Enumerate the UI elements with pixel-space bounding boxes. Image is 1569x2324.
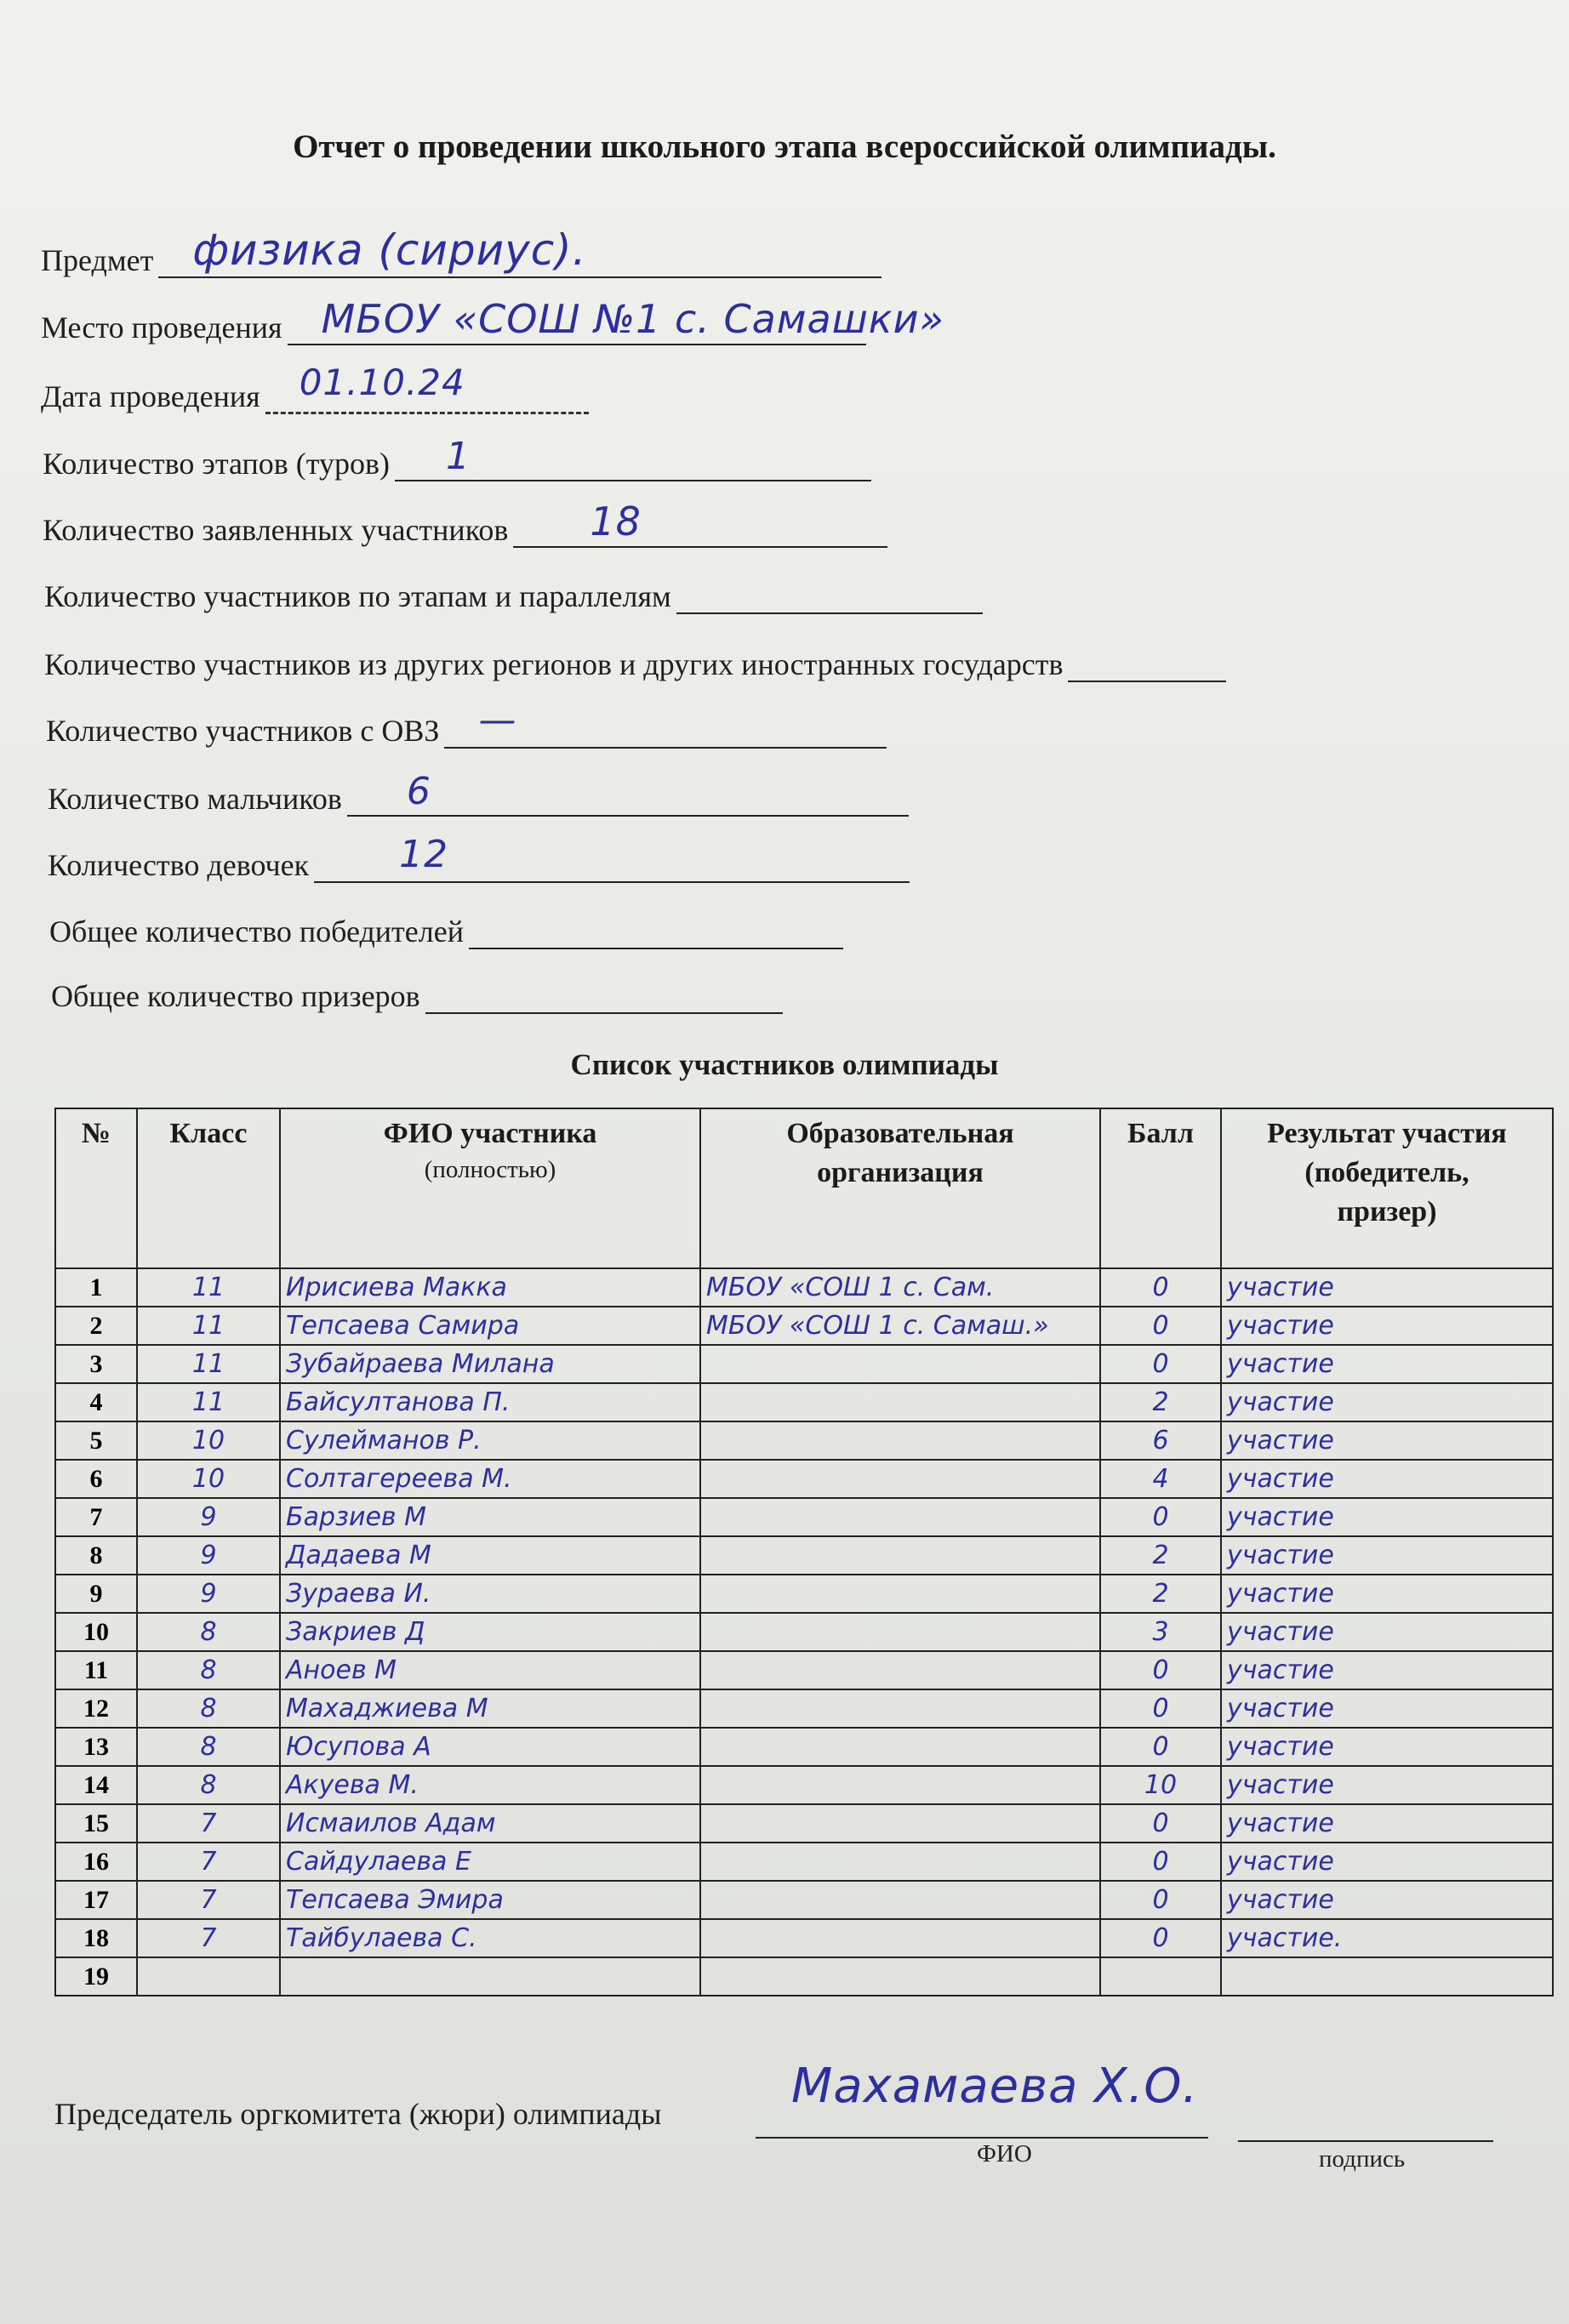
row-org xyxy=(700,1919,1100,1957)
table-row xyxy=(55,1460,1553,1498)
girls-label: Количество девочек xyxy=(48,848,310,882)
row-class: 7 xyxy=(137,1881,280,1919)
row-number: 13 xyxy=(55,1728,137,1766)
row-org xyxy=(700,1804,1100,1843)
row-class: 7 xyxy=(137,1804,280,1843)
row-name: Исмаилов Адам xyxy=(280,1804,700,1843)
declared-field xyxy=(43,498,887,548)
row-class: 11 xyxy=(137,1307,280,1345)
table-row xyxy=(55,1613,1553,1651)
row-class: 9 xyxy=(137,1498,280,1536)
row-name: Солтагереева М. xyxy=(280,1460,700,1498)
row-result: участие xyxy=(1221,1651,1553,1689)
row-class: 7 xyxy=(137,1843,280,1881)
subject-field xyxy=(41,225,881,278)
header-name-label: ФИО участника xyxy=(383,1118,597,1149)
table-row xyxy=(55,1268,1553,1307)
boys-value: 6 xyxy=(406,770,431,813)
row-score: 6 xyxy=(1100,1421,1221,1460)
table-row xyxy=(55,1881,1553,1919)
row-org xyxy=(700,1345,1100,1383)
declared-label: Количество заявленных участников xyxy=(43,513,509,547)
row-class: 11 xyxy=(137,1383,280,1421)
row-number: 18 xyxy=(55,1919,137,1957)
row-name: Тепсаева Эмира xyxy=(280,1881,700,1919)
row-score: 3 xyxy=(1100,1613,1221,1651)
row-score: 4 xyxy=(1100,1460,1221,1498)
table-row xyxy=(55,1957,1553,1996)
row-number: 12 xyxy=(55,1689,137,1728)
chair-name: Махамаева Х.О. xyxy=(791,2059,1199,2114)
venue-value: МБОУ «СОШ №1 с. Самашки» xyxy=(321,296,944,342)
row-score: 0 xyxy=(1100,1268,1221,1307)
header-num: № xyxy=(55,1108,137,1268)
prizewinners-field xyxy=(51,978,783,1014)
other-regions-field xyxy=(44,647,1226,682)
row-score: 0 xyxy=(1100,1689,1221,1728)
row-number: 3 xyxy=(55,1345,137,1383)
chair-name-caption: ФИО xyxy=(977,2140,1032,2167)
row-org xyxy=(700,1843,1100,1881)
row-result: участие xyxy=(1221,1728,1553,1766)
stages-field xyxy=(43,435,871,481)
header-org-line2: организация xyxy=(817,1156,984,1188)
girls-field xyxy=(48,833,910,883)
table-row xyxy=(55,1766,1553,1804)
row-score: 0 xyxy=(1100,1804,1221,1843)
row-number: 7 xyxy=(55,1498,137,1536)
row-name: Юсупова А xyxy=(280,1728,700,1766)
signature-caption: подпись xyxy=(1319,2145,1406,2173)
row-score: 0 xyxy=(1100,1651,1221,1689)
stages-label: Количество этапов (туров) xyxy=(43,447,391,481)
row-class: 10 xyxy=(137,1421,280,1460)
row-result: участие xyxy=(1221,1804,1553,1843)
row-class: 8 xyxy=(137,1766,280,1804)
winners-field xyxy=(49,914,843,949)
table-row xyxy=(55,1843,1553,1881)
row-name: Зураева И. xyxy=(280,1575,700,1613)
row-class: 8 xyxy=(137,1651,280,1689)
row-result: участие xyxy=(1221,1843,1553,1881)
table-row xyxy=(55,1919,1553,1957)
row-number: 16 xyxy=(55,1843,137,1881)
row-score: 0 xyxy=(1100,1843,1221,1881)
row-result: участие xyxy=(1221,1881,1553,1919)
boys-label: Количество мальчиков xyxy=(48,782,342,816)
header-score: Балл xyxy=(1100,1108,1221,1268)
row-name: Барзиев М xyxy=(280,1498,700,1536)
row-number: 1 xyxy=(55,1268,137,1307)
row-result: участие xyxy=(1221,1383,1553,1421)
row-name: Дадаева М xyxy=(280,1536,700,1575)
header-result-line1: Результат участия xyxy=(1267,1118,1507,1149)
by-stage-label: Количество участников по этапам и параллелям xyxy=(44,579,671,613)
venue-field xyxy=(41,296,944,345)
row-number: 10 xyxy=(55,1613,137,1651)
row-result: участие xyxy=(1221,1268,1553,1307)
row-org xyxy=(700,1728,1100,1766)
row-class: 11 xyxy=(137,1345,280,1383)
row-name: Закриев Д xyxy=(280,1613,700,1651)
row-number: 17 xyxy=(55,1881,137,1919)
table-header-row xyxy=(55,1108,1553,1268)
row-class: 9 xyxy=(137,1536,280,1575)
row-org xyxy=(700,1536,1100,1575)
row-org xyxy=(700,1498,1100,1536)
row-number: 4 xyxy=(55,1383,137,1421)
row-name xyxy=(280,1957,700,1996)
row-class: 7 xyxy=(137,1919,280,1957)
girls-value: 12 xyxy=(399,833,449,876)
row-score: 0 xyxy=(1100,1728,1221,1766)
by-stage-field xyxy=(44,578,983,614)
chair-label: Председатель оргкомитета (жюри) олимпиады xyxy=(54,2097,662,2131)
declared-value: 18 xyxy=(590,498,642,544)
row-result: участие xyxy=(1221,1345,1553,1383)
header-result xyxy=(1221,1108,1553,1268)
table-row xyxy=(55,1536,1553,1575)
subject-value: физика (сириус). xyxy=(192,225,587,275)
table-row xyxy=(55,1804,1553,1843)
row-class: 9 xyxy=(137,1575,280,1613)
row-number: 15 xyxy=(55,1804,137,1843)
report-title: Отчет о проведении школьного этапа всероссийской олимпиады. xyxy=(293,128,1276,165)
table-row xyxy=(55,1651,1553,1689)
row-result: участие xyxy=(1221,1766,1553,1804)
row-org: МБОУ «СОШ 1 с. Сам. xyxy=(700,1268,1100,1307)
signature-line xyxy=(1238,2139,1493,2142)
row-result: участие xyxy=(1221,1536,1553,1575)
row-org xyxy=(700,1957,1100,1996)
row-result: участие xyxy=(1221,1575,1553,1613)
row-result: участие xyxy=(1221,1498,1553,1536)
row-score: 0 xyxy=(1100,1307,1221,1345)
row-name: Ирисиева Макка xyxy=(280,1268,700,1307)
date-value: 01.10.24 xyxy=(299,362,465,403)
header-org xyxy=(700,1108,1100,1268)
table-row xyxy=(55,1689,1553,1728)
row-name: Акуева М. xyxy=(280,1766,700,1804)
participants-list-title: Список участников олимпиады xyxy=(570,1048,999,1081)
row-score: 0 xyxy=(1100,1881,1221,1919)
row-class: 10 xyxy=(137,1460,280,1498)
row-number: 9 xyxy=(55,1575,137,1613)
ovz-value: — xyxy=(478,698,517,742)
row-class: 8 xyxy=(137,1613,280,1651)
row-result: участие xyxy=(1221,1689,1553,1728)
row-org xyxy=(700,1651,1100,1689)
row-name: Аноев М xyxy=(280,1651,700,1689)
row-name: Зубайраева Милана xyxy=(280,1345,700,1383)
row-name: Тайбулаева С. xyxy=(280,1919,700,1957)
row-number: 2 xyxy=(55,1307,137,1345)
row-org xyxy=(700,1881,1100,1919)
header-result-line3: призер) xyxy=(1337,1195,1437,1228)
other-regions-label: Количество участников из других регионов и других иностранных государств xyxy=(44,647,1064,681)
row-class xyxy=(137,1957,280,1996)
row-org xyxy=(700,1421,1100,1460)
row-score: 10 xyxy=(1100,1766,1221,1804)
row-number: 14 xyxy=(55,1766,137,1804)
row-score: 2 xyxy=(1100,1575,1221,1613)
row-org xyxy=(700,1689,1100,1728)
row-number: 19 xyxy=(55,1957,137,1996)
table-row xyxy=(55,1728,1553,1766)
participants-table xyxy=(54,1108,1554,1996)
row-org xyxy=(700,1613,1100,1651)
header-result-line2: (победитель, xyxy=(1304,1156,1469,1188)
row-name: Махаджиева М xyxy=(280,1689,700,1728)
row-name: Байсултанова П. xyxy=(280,1383,700,1421)
row-number: 11 xyxy=(55,1651,137,1689)
winners-label: Общее количество победителей xyxy=(49,914,464,948)
row-number: 5 xyxy=(55,1421,137,1460)
row-org: МБОУ «СОШ 1 с. Самаш.» xyxy=(700,1307,1100,1345)
venue-label: Место проведения xyxy=(41,310,282,345)
stages-value: 1 xyxy=(446,435,471,478)
row-class: 11 xyxy=(137,1268,280,1307)
ovz-field xyxy=(46,698,887,749)
row-score: 0 xyxy=(1100,1919,1221,1957)
table-row xyxy=(55,1383,1553,1421)
row-org xyxy=(700,1383,1100,1421)
header-name-sub: (полностью) xyxy=(424,1155,556,1183)
row-number: 8 xyxy=(55,1536,137,1575)
row-score: 2 xyxy=(1100,1536,1221,1575)
row-result: участие xyxy=(1221,1613,1553,1651)
row-class: 8 xyxy=(137,1728,280,1766)
header-name xyxy=(280,1108,700,1268)
row-score: 0 xyxy=(1100,1345,1221,1383)
table-row xyxy=(55,1498,1553,1536)
table-row xyxy=(55,1345,1553,1383)
row-class: 8 xyxy=(137,1689,280,1728)
row-result xyxy=(1221,1957,1553,1996)
table-row xyxy=(55,1421,1553,1460)
date-field xyxy=(41,362,589,414)
row-score xyxy=(1100,1957,1221,1996)
ovz-label: Количество участников с ОВЗ xyxy=(46,714,440,748)
row-name: Сайдулаева Е xyxy=(280,1843,700,1881)
row-org xyxy=(700,1460,1100,1498)
row-score: 0 xyxy=(1100,1498,1221,1536)
subject-label: Предмет xyxy=(41,243,154,277)
date-label: Дата проведения xyxy=(41,379,260,413)
row-score: 2 xyxy=(1100,1383,1221,1421)
table-row xyxy=(55,1307,1553,1345)
row-result: участие. xyxy=(1221,1919,1553,1957)
prizewinners-label: Общее количество призеров xyxy=(51,979,420,1013)
chair-name-line xyxy=(756,2135,1208,2139)
row-result: участие xyxy=(1221,1460,1553,1498)
row-org xyxy=(700,1575,1100,1613)
row-name: Сулейманов Р. xyxy=(280,1421,700,1460)
boys-field xyxy=(48,770,909,817)
header-class: Класс xyxy=(137,1108,280,1268)
row-result: участие xyxy=(1221,1421,1553,1460)
row-org xyxy=(700,1766,1100,1804)
row-number: 6 xyxy=(55,1460,137,1498)
row-name: Тепсаева Самира xyxy=(280,1307,700,1345)
row-result: участие xyxy=(1221,1307,1553,1345)
table-row xyxy=(55,1575,1553,1613)
header-org-line1: Образовательная xyxy=(786,1118,1014,1149)
